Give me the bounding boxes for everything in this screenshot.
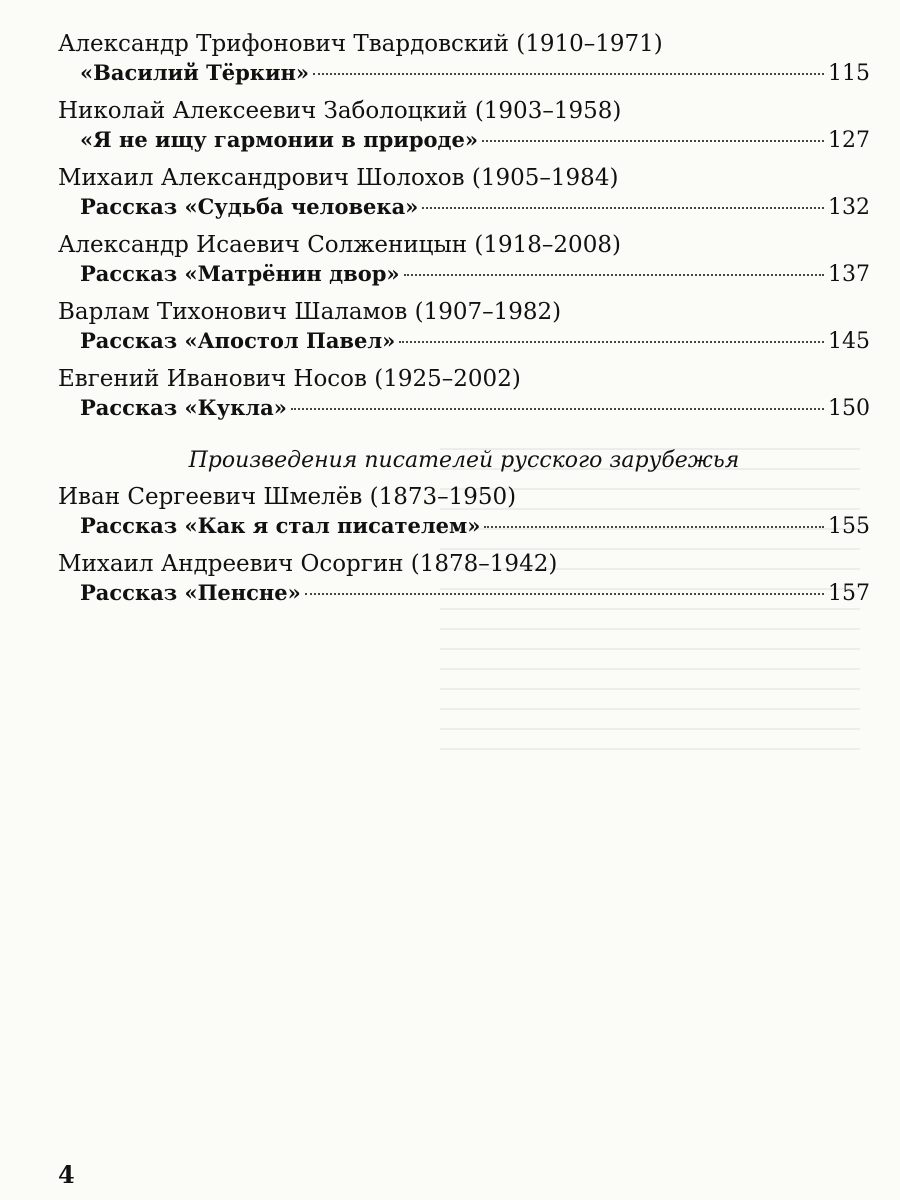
toc-work-title: «Я не ищу гармонии в природе» xyxy=(80,127,478,152)
toc-page-number: 157 xyxy=(828,581,870,606)
toc-leader-dots xyxy=(399,341,824,343)
toc-leader-dots xyxy=(291,408,824,410)
page-number-footer: 4 xyxy=(58,1160,75,1189)
toc-work-line[interactable] xyxy=(58,393,870,423)
toc-work-title: Рассказ «Судьба человека» xyxy=(80,194,419,219)
toc-entry[interactable] xyxy=(58,164,870,222)
toc-entry[interactable] xyxy=(58,483,870,541)
toc-work-line[interactable] xyxy=(58,326,870,356)
toc-work-title: Рассказ «Кукла» xyxy=(80,395,287,420)
table-of-contents xyxy=(58,30,870,617)
toc-page-number: 150 xyxy=(828,396,870,421)
toc-page-number: 155 xyxy=(828,514,870,539)
toc-work-line[interactable] xyxy=(58,125,870,155)
toc-work-title: Рассказ «Как я стал писателем» xyxy=(80,513,481,538)
toc-leader-dots xyxy=(422,207,824,209)
toc-entry[interactable] xyxy=(58,298,870,356)
toc-entry[interactable] xyxy=(58,365,870,423)
section-title: Произведения писателей русского зарубежья xyxy=(188,448,740,473)
toc-page-number: 132 xyxy=(828,195,870,220)
toc-work-title: Рассказ «Апостол Павел» xyxy=(80,328,396,353)
toc-leader-dots xyxy=(484,526,824,528)
toc-author: Михаил Александрович Шолохов (1905–1984) xyxy=(58,165,619,191)
toc-entry[interactable] xyxy=(58,30,870,88)
toc-page-number: 137 xyxy=(828,262,870,287)
toc-work-line[interactable] xyxy=(58,578,870,608)
toc-work-title: Рассказ «Матрёнин двор» xyxy=(80,261,400,286)
toc-leader-dots xyxy=(404,274,824,276)
toc-author: Михаил Андреевич Осоргин (1878–1942) xyxy=(58,551,558,577)
toc-author: Александр Исаевич Солженицын (1918–2008) xyxy=(58,232,621,258)
toc-entry[interactable] xyxy=(58,550,870,608)
toc-author: Николай Алексеевич Заболоцкий (1903–1958) xyxy=(58,98,622,124)
toc-author: Иван Сергеевич Шмелёв (1873–1950) xyxy=(58,484,517,510)
toc-work-title: Рассказ «Пенсне» xyxy=(80,580,301,605)
toc-author: Варлам Тихонович Шаламов (1907–1982) xyxy=(58,299,562,325)
toc-entry[interactable] xyxy=(58,97,870,155)
toc-entry[interactable] xyxy=(58,231,870,289)
toc-work-line[interactable] xyxy=(58,259,870,289)
toc-work-line[interactable] xyxy=(58,511,870,541)
toc-page-number: 127 xyxy=(828,128,870,153)
toc-work-title: «Василий Тёркин» xyxy=(80,60,310,85)
toc-work-line[interactable] xyxy=(58,58,870,88)
toc-work-line[interactable] xyxy=(58,192,870,222)
toc-page-number: 115 xyxy=(828,61,870,86)
toc-leader-dots xyxy=(313,73,824,75)
toc-leader-dots xyxy=(305,593,824,595)
toc-author: Евгений Иванович Носов (1925–2002) xyxy=(58,366,521,392)
toc-leader-dots xyxy=(482,140,824,142)
toc-page-number: 145 xyxy=(828,329,870,354)
toc-author: Александр Трифонович Твардовский (1910–1971) xyxy=(58,31,663,57)
